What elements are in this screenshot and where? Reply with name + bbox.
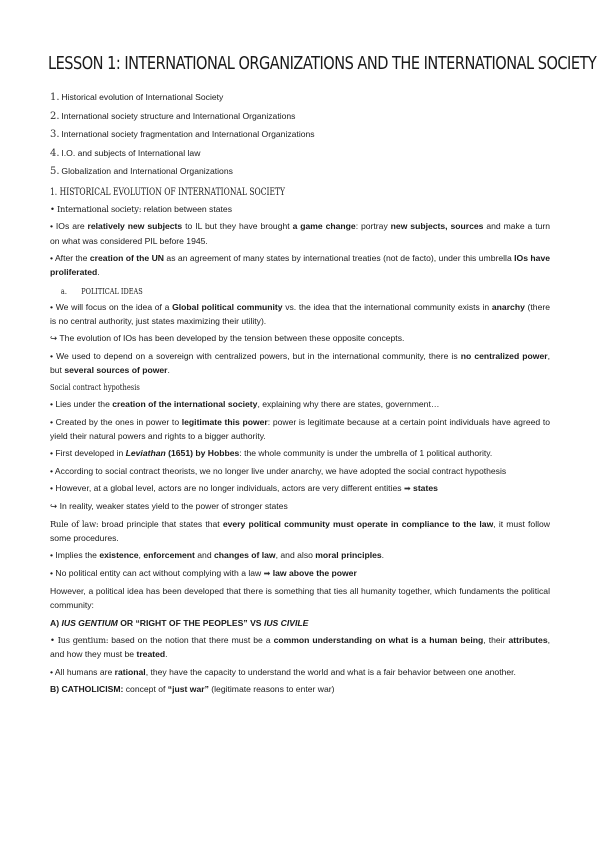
text: broad principle that states that [98,518,223,529]
bold-text: OR “RIGHT OF THE PEOPLES” VS [117,617,264,628]
bold-text: a game change [292,221,356,232]
bold-text: IOs have proliferated [50,252,551,278]
text: to IL but they have brought [182,221,293,232]
paragraph-lies-under [50,397,550,411]
paragraph-implies [50,548,550,562]
paragraph-centralized-powers [50,349,550,377]
toc-number: 2. [50,110,60,122]
table-of-contents [50,88,570,181]
bold-text: every political community must operate in compliance to the law [222,518,494,529]
text: , they have the capacity to understand the world and what is a fair behavior between one another. [145,666,516,677]
toc-number: 1. [50,92,60,103]
bold-text: rational [114,666,146,677]
bold-text: attributes [508,635,548,646]
bold-text: (1651) by Hobbes [165,448,240,459]
text: • After the [50,252,90,263]
text: , explaining why there are states, government… [257,399,440,410]
arrow-right-icon: ➡ [403,483,411,493]
bold-text: moral principles [315,550,382,561]
paragraph-global-community [50,300,550,328]
bold-text: creation of the international society [112,399,258,410]
text: : portray [355,221,391,232]
text: relation between states [141,204,232,214]
paragraph-political-idea: However, a political idea has been developed that there is something that ties all humanity together, which fundaments the political community: [50,586,550,611]
text: concept of [123,684,168,695]
toc-item [50,144,570,163]
bold-text: changes of law [214,550,276,561]
paragraph-ius-gentium [50,633,550,661]
term-label: Rule of law: [50,518,99,529]
bold-text: enforcement [143,550,195,561]
toc-text: International society fragmentation and International Organizations [61,129,315,140]
text: and make a turn on what was considered PIL before 1945. [50,221,551,246]
arrow-right-icon: ➡ [263,568,271,578]
paragraph-evolution-ios: ↪ The evolution of IOs has been developed by the tension between these opposite concepts. [50,333,405,344]
bold-text: “just war” [167,684,209,695]
toc-text: Historical evolution of International Society [61,92,224,102]
toc-text: International society structure and International Organizations [61,110,296,121]
text: , and how they must be [50,635,550,660]
text: • Lies under the [50,399,113,410]
paragraph-social-contract-theorists: • According to social contract theorists, we no longer live under anarchy, we have adopted the social contract hypothesis [50,465,507,476]
text: • No political entity can act without complying with a law [50,567,264,578]
bold-text: Global political community [172,301,283,312]
subsection-heading [50,283,440,300]
bold-text: new subjects, sources [390,221,484,232]
toc-item [50,125,570,144]
term-label: • Ius gentium: [50,635,109,646]
bold-text: creation of the UN [89,252,164,263]
page-title: LESSON 1: INTERNATIONAL ORGANIZATIONS AND THE INTERNATIONAL SOCIETY [48,54,597,74]
paragraph-created-by [50,415,550,443]
bold-text: legitimate this power [181,416,268,427]
text: • Implies the [50,550,100,561]
paragraph-creation-un [50,251,550,279]
toc-number: 4. [50,147,60,159]
paragraph-international-society [50,202,550,216]
paragraph-rule-of-law [50,517,550,545]
text: . [165,649,168,660]
bold-text: no centralized power [460,350,548,361]
italic-text: IUS GENTIUM [61,617,118,628]
text: , their [483,635,509,646]
bold-text: treated [136,649,166,660]
text: vs. the idea that the international community exists in [282,301,492,312]
bold-text: existence [99,550,139,561]
text: , and also [275,550,316,561]
text: • We will focus on the idea of a [50,301,173,312]
paragraph-all-humans-rational [50,665,550,679]
section-heading: 1. HISTORICAL EVOLUTION OF INTERNATIONAL SOCIETY [50,186,286,198]
bold-text: law above the power [270,567,357,578]
text: • First developed in [50,448,126,459]
bold-text: anarchy [491,301,525,312]
paragraph-leviathan [50,446,550,460]
subsection-title: POLITICAL IDEAS [81,285,143,296]
text: : the whole community is under the umbrella of 1 political authority. [239,448,493,459]
paragraph-weaker-states: ↪ In reality, weaker states yield to the power of stronger states [50,501,288,512]
text: • Created by the ones in power to [50,416,182,427]
social-contract-heading: Social contract hypothesis [50,383,140,394]
text: based on the notion that there must be a [108,635,274,646]
toc-text: I.O. and subjects of International law [61,147,201,158]
term-label: • International society: [50,204,142,214]
text: • All humans are [50,666,115,677]
text: , but [50,350,550,375]
paragraph-no-political-entity [50,566,550,581]
bold-text: relatively new subjects [87,221,183,232]
document-body [50,183,550,699]
bold-text: states [410,482,438,493]
text: • However, at a global level, actors are no longer individuals, actors are very different entities [50,482,404,493]
paragraph-ios-new-subjects [50,219,550,247]
toc-number: 3. [50,129,60,141]
text: . [167,364,170,375]
bold-text: common understanding on what is a human being [273,635,484,646]
italic-text: Leviathan [125,448,166,459]
text: , [138,550,144,561]
bold-text: B) CATHOLICISM: [50,684,124,695]
bold-text: A) [50,617,62,628]
paragraph-global-level [50,481,550,496]
toc-item [50,107,570,126]
text: as an agreement of many states by international treaties (not de facto), under this umbrella [164,252,515,263]
toc-text: Globalization and International Organizations [61,166,233,177]
text: • IOs are [50,221,88,232]
toc-number: 5. [50,166,60,178]
text: : power is legitimate because at a certain point individuals have agreed to yield their natural powers and rights to a bigger authority. [50,416,550,441]
toc-item [50,162,570,181]
ius-gentium-heading [50,616,550,630]
subsection-letter: a. [60,285,67,296]
text: (legitimate reasons to enter war) [208,684,335,695]
text: . [97,267,100,278]
italic-text: IUS CIVILE [263,617,309,628]
text: . [381,550,385,561]
text: • We used to depend on a sovereign with centralized powers, but in the international community, there is [50,350,461,361]
text: , it must follow some procedures. [50,518,550,543]
toc-item [50,88,570,107]
text: (there is no central authority, just states maximizing their utility). [50,301,550,326]
text: and [194,550,215,561]
catholicism-heading [50,682,550,696]
bold-text: several sources of power [64,364,168,375]
